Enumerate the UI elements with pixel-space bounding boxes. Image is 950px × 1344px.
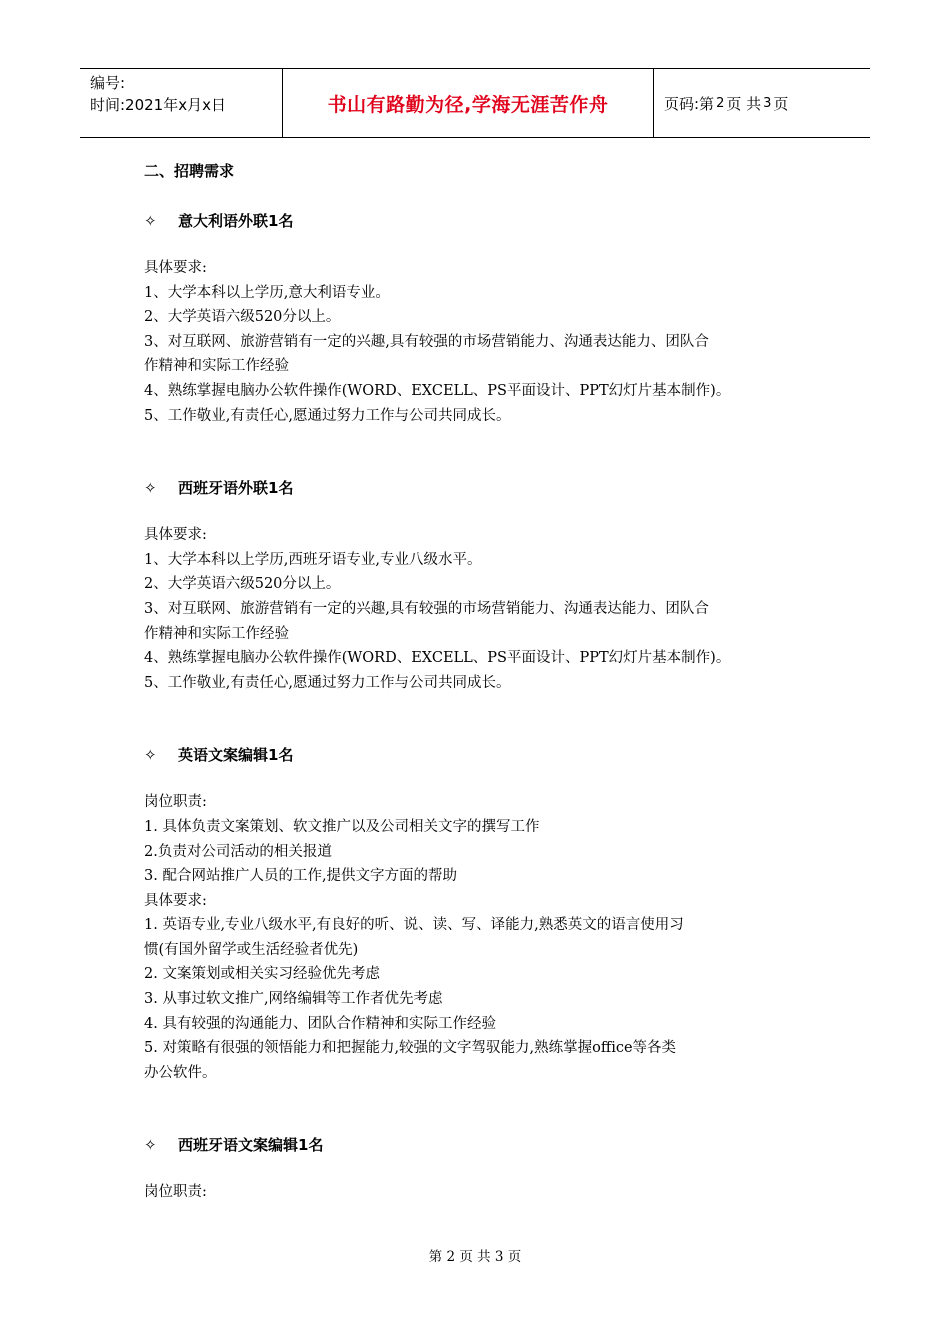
requirements-heading: 具体要求: (144, 527, 207, 544)
requirement-line: 作精神和实际工作经验 (144, 358, 289, 375)
requirement-line: 惯(有国外留学或生活经验者优先) (144, 941, 359, 958)
diamond-bullet-icon: ✧ (144, 1136, 157, 1155)
position-title: ✧ 英语文案编辑1名 (144, 742, 814, 768)
requirement-line: 1、大学本科以上学历,西班牙语专业,专业八级水平。 (144, 551, 482, 568)
requirement-line: 2、大学英语六级520分以上。 (144, 576, 341, 593)
section-title: 二、招聘需求 (144, 162, 235, 180)
position-title: ✧ 西班牙语文案编辑1名 (144, 1132, 814, 1158)
document-body (144, 158, 814, 1205)
position-title: ✧ 西班牙语外联1名 (144, 475, 814, 501)
requirement-line: 3、对互联网、旅游营销有一定的兴趣,具有较强的市场营销能力、沟通表达能力、团队合 (144, 600, 709, 617)
duties-heading: 岗位职责: (144, 1184, 207, 1201)
page-current: 2 (716, 95, 725, 111)
document-number-label: 编号: (90, 74, 126, 92)
requirement-line: 4、熟练掌握电脑办公软件操作(WORD、EXCELL、PS平面设计、PPT幻灯片基本制作)。 (144, 650, 731, 667)
page-header (80, 68, 870, 138)
page-mid: 页 共 (726, 94, 762, 113)
requirement-line: 5. 对策略有很强的领悟能力和把握能力,较强的文字驾驭能力,熟练掌握office等各类 (144, 1040, 677, 1057)
header-meta (80, 69, 282, 137)
requirement-line: 3、对互联网、旅游营销有一定的兴趣,具有较强的市场营销能力、沟通表达能力、团队合 (144, 333, 709, 350)
requirement-line: 4. 具有较强的沟通能力、团队合作精神和实际工作经验 (144, 1015, 496, 1032)
requirement-line: 1. 英语专业,专业八级水平,有良好的听、说、读、写、译能力,熟悉英文的语言使用习 (144, 917, 684, 934)
requirements-heading: 具体要求: (144, 892, 207, 909)
requirement-line: 作精神和实际工作经验 (144, 625, 289, 642)
duties-heading: 岗位职责: (144, 794, 207, 811)
diamond-bullet-icon: ✧ (144, 479, 157, 498)
duty-line: 1. 具体负责文案策划、软文推广以及公司相关文字的撰写工作 (144, 818, 540, 835)
page-total: 3 (763, 95, 772, 111)
requirement-line: 5、工作敬业,有责任心,愿通过努力工作与公司共同成长。 (144, 407, 511, 424)
header-page-info (654, 69, 870, 137)
requirement-line: 2、大学英语六级520分以上。 (144, 309, 341, 326)
diamond-bullet-icon: ✧ (144, 746, 157, 765)
requirement-line: 5、工作敬业,有责任心,愿通过努力工作与公司共同成长。 (144, 674, 511, 691)
page-footer: 第 2 页 共 3 页 (428, 1249, 522, 1265)
document-date: 时间:2021年x月x日 (90, 96, 226, 114)
duty-line: 2.负责对公司活动的相关报道 (144, 843, 332, 860)
requirement-line: 4、熟练掌握电脑办公软件操作(WORD、EXCELL、PS平面设计、PPT幻灯片基本制作)。 (144, 382, 731, 399)
requirement-line: 1、大学本科以上学历,意大利语专业。 (144, 284, 390, 301)
diamond-bullet-icon: ✧ (144, 212, 157, 230)
requirements-heading: 具体要求: (144, 260, 207, 276)
page-end: 页 (773, 94, 789, 113)
requirement-line: 办公软件。 (144, 1064, 217, 1081)
requirement-line: 3. 从事过软文推广,网络编辑等工作者优先考虑 (144, 991, 443, 1008)
position-title: ✧ 意大利语外联1名 (144, 208, 814, 234)
duty-line: 3. 配合网站推广人员的工作,提供文字方面的帮助 (144, 868, 458, 885)
requirement-line: 2. 文案策划或相关实习经验优先考虑 (144, 966, 380, 983)
header-motto-cell (282, 69, 654, 137)
header-motto: 书山有路勤为径,学海无涯苦作舟 (327, 93, 609, 116)
page-label: 页码:第 (664, 94, 715, 113)
